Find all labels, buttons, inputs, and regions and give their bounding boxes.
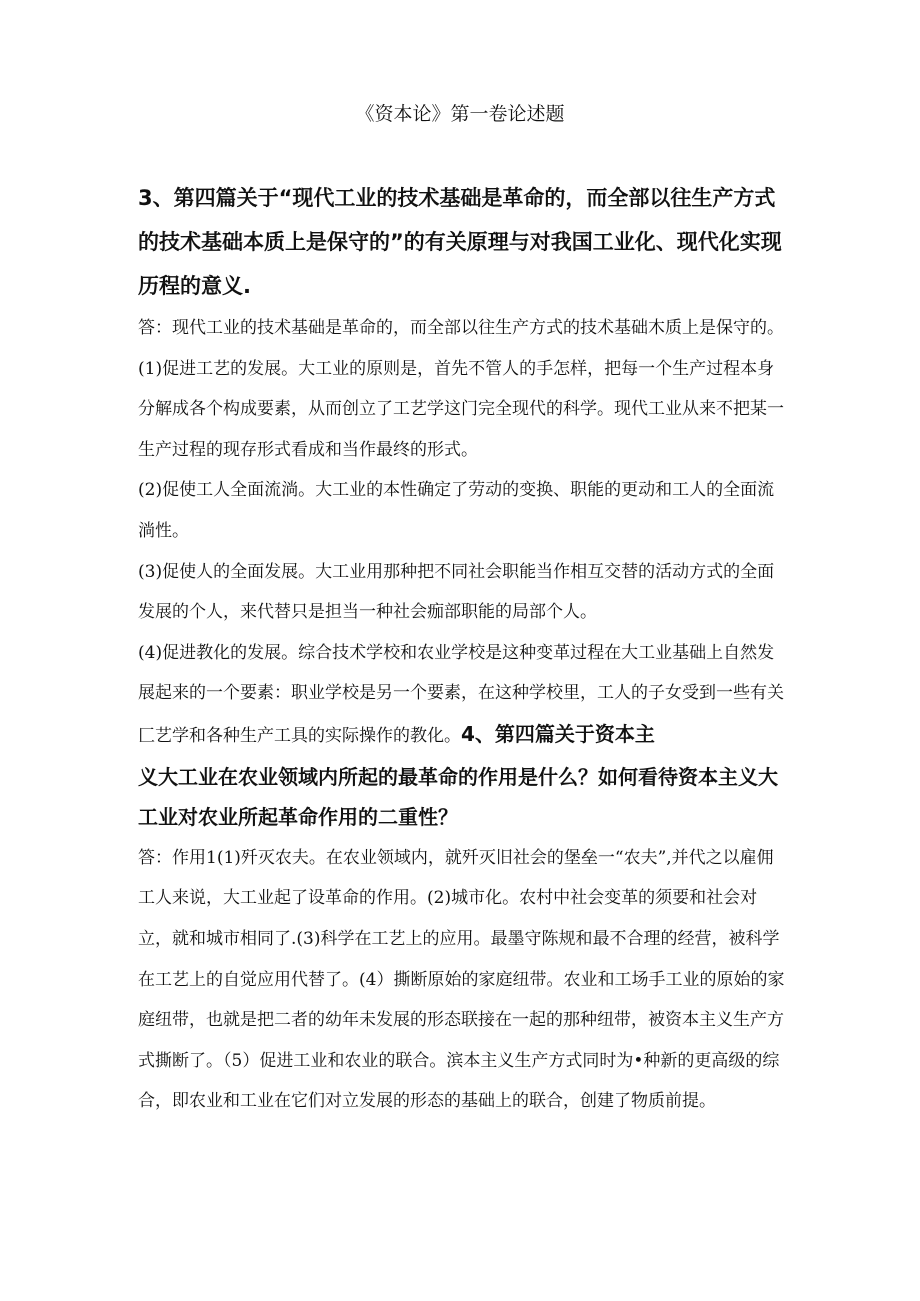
question-4-heading-inline: 4、第四篇关于资本主 [461,721,655,746]
question-3-point-4-with-q4-start [138,633,788,757]
question-4-heading: 义大工业在农业领域内所起的最革命的作用是什么？如何看待资本主义大工业对农业所起革命作用的二重性？ [138,764,778,830]
question-3-heading: 3、第四篇关于“现代工业的技术基础是革命的，而全部以往生产方式的技术基础本质上是保守的”的有关原理与对我国工业化、现代化实现历程的意义. [138,186,782,298]
question-3-point-2: (2)促使工人全面流淌。大工业的本性确定了劳动的变换、职能的更动和工人的全面流淌性。 [138,480,775,541]
question-3-point-3: (3)促使人的全面发展。大工业用那种把不同社会职能当作相互交替的活动方式的全面发展的个人，来代替只是担当一种社会痂部职能的局部个人。 [138,561,775,623]
question-3-point-1: (1)促进工艺的发展。大工业的原则是，首先不管人的手怎样，把每一个生产过程本身分解成各个构成要素，从而创立了工艺学这门完全现代的科学。现代工业从来不把某一生产过程的现存形式看成和当作最终的形式。 [138,358,784,460]
question-4-answer: 答：作用1(1)歼灭农夫。在农业领域内，就歼灭旧社会的堡垒一“农夫”,并代之以雇佣工人来说，大工业起了设革命的作用。(2)城市化。农村中社会变革的须要和社会对立，就和城市相同了.(3)科学在工艺上的应用。最墨守陈规和最不合理的经营，被科学在工艺上的自觉应用代替了。(4）撕断原始的家庭纽带。农业和工场手工业的原始的家庭纽带，也就是把二者的幼年未发展的形态联接在一起的那种纽带，被资本主义生产方式撕断了。（5）促进工业和农业的联合。滨本主义生产方式同时为•种新的更高级的综合，即农业和工业在它们对立发展的形态的基础上的联合，创建了物质前提。 [138,847,785,1112]
document-body [138,176,788,1122]
question-3-point-4: (4)促进教化的发展。综合技术学校和农业学校是这种变革过程在大工业基础上自然发展起来的一个要素：职业学校是另一个要素，在这种学校里，工人的子女受到一些有关匚艺学和各种生产工具的实际操作的教化。 [138,642,784,746]
document-title: 《资本论》第一卷论述题 [355,103,565,125]
question-3-answer-intro: 答：现代工业的技术基础是革命的，而全部以往生产方式的技术基础木质上是保守的。 [138,318,784,338]
